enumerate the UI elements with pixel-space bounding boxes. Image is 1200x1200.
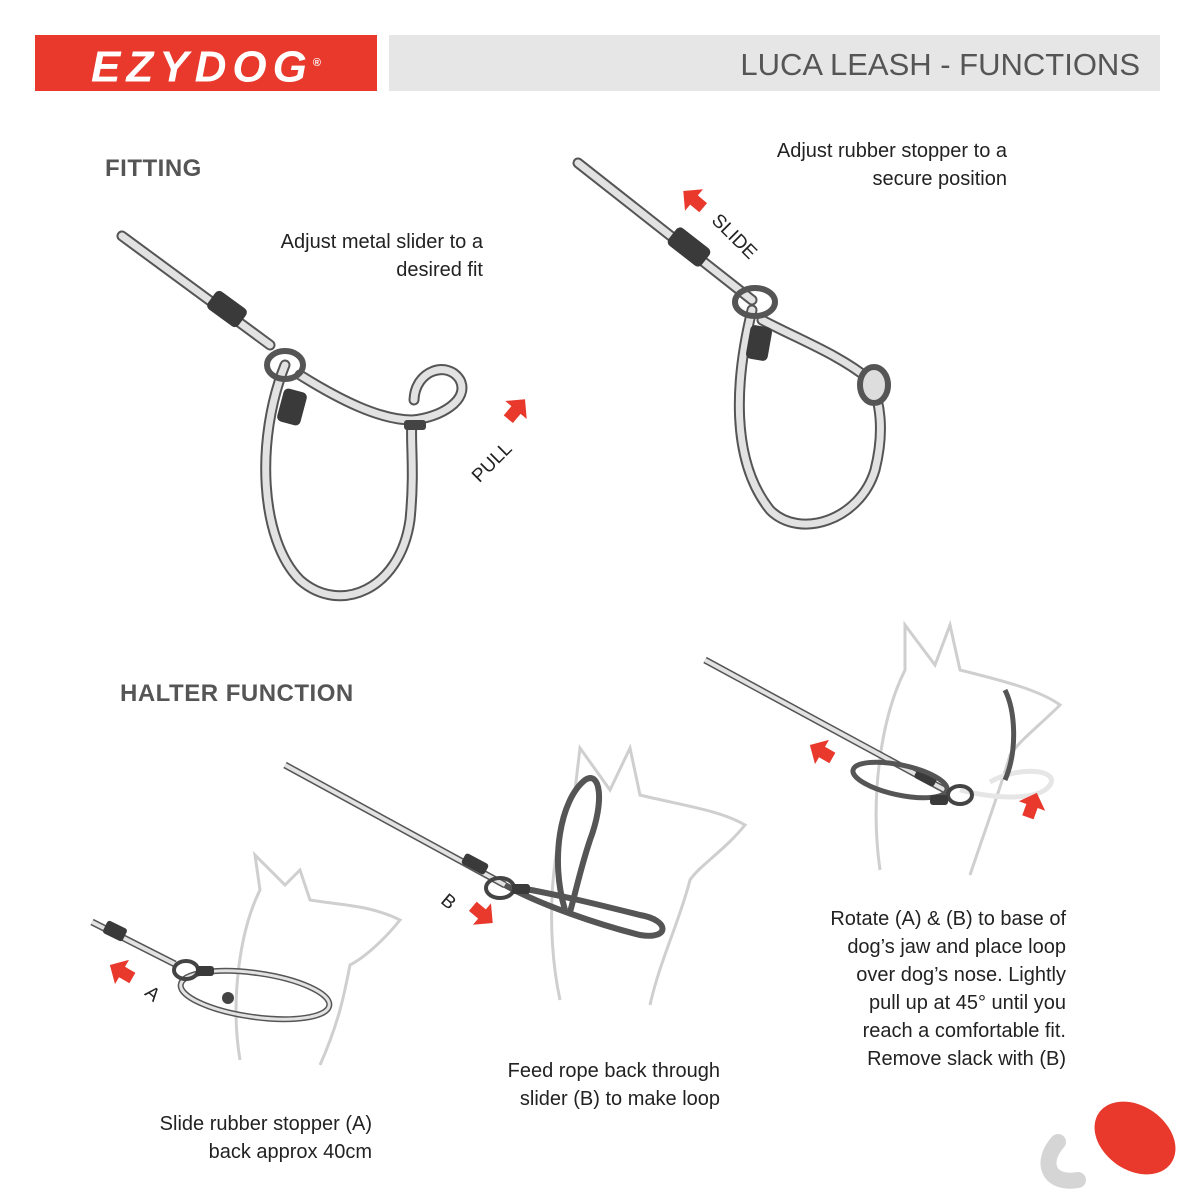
- section-heading-fitting: FITTING: [105, 155, 202, 182]
- dog-head-outline: [236, 855, 400, 1065]
- tag-a: A: [140, 982, 164, 1007]
- caption-feed-rope: Feed rope back through slider (B) to make loop: [507, 1060, 720, 1110]
- arrow-icon: [464, 896, 502, 934]
- arrow-icon: [674, 180, 712, 218]
- caption-rotate: Rotate (A) & (B) to base of dog’s jaw and place loop over dog’s nose. Lightly pull up at 45° until you reach a comfortable fit. Remove slack with (B): [830, 908, 1066, 1070]
- arrow-icon: [803, 733, 840, 770]
- page-title: LUCA LEASH - FUNCTIONS: [740, 47, 1140, 82]
- caption-slide-stopper: Slide rubber stopper (A) back approx 40cm: [159, 1113, 372, 1163]
- fitting-leash-1: [122, 236, 462, 596]
- tag-slide: SLIDE: [707, 210, 761, 264]
- corner-badge-icon: [1048, 1087, 1189, 1190]
- dog-head-outline: [876, 625, 1060, 875]
- arrow-icon: [498, 390, 536, 428]
- caption-metal-slider: Adjust metal slider to a desired fit: [280, 231, 483, 281]
- tag-pull: PULL: [468, 438, 517, 487]
- logo-text: EZYDOG: [91, 42, 313, 92]
- fitting-leash-2: [578, 163, 888, 524]
- arrow-icon: [103, 953, 140, 990]
- registered-mark: ®: [312, 57, 321, 69]
- section-heading-halter: HALTER FUNCTION: [120, 680, 354, 707]
- caption-rubber-stopper: Adjust rubber stopper to a secure position: [776, 140, 1007, 190]
- tag-b: B: [436, 890, 460, 915]
